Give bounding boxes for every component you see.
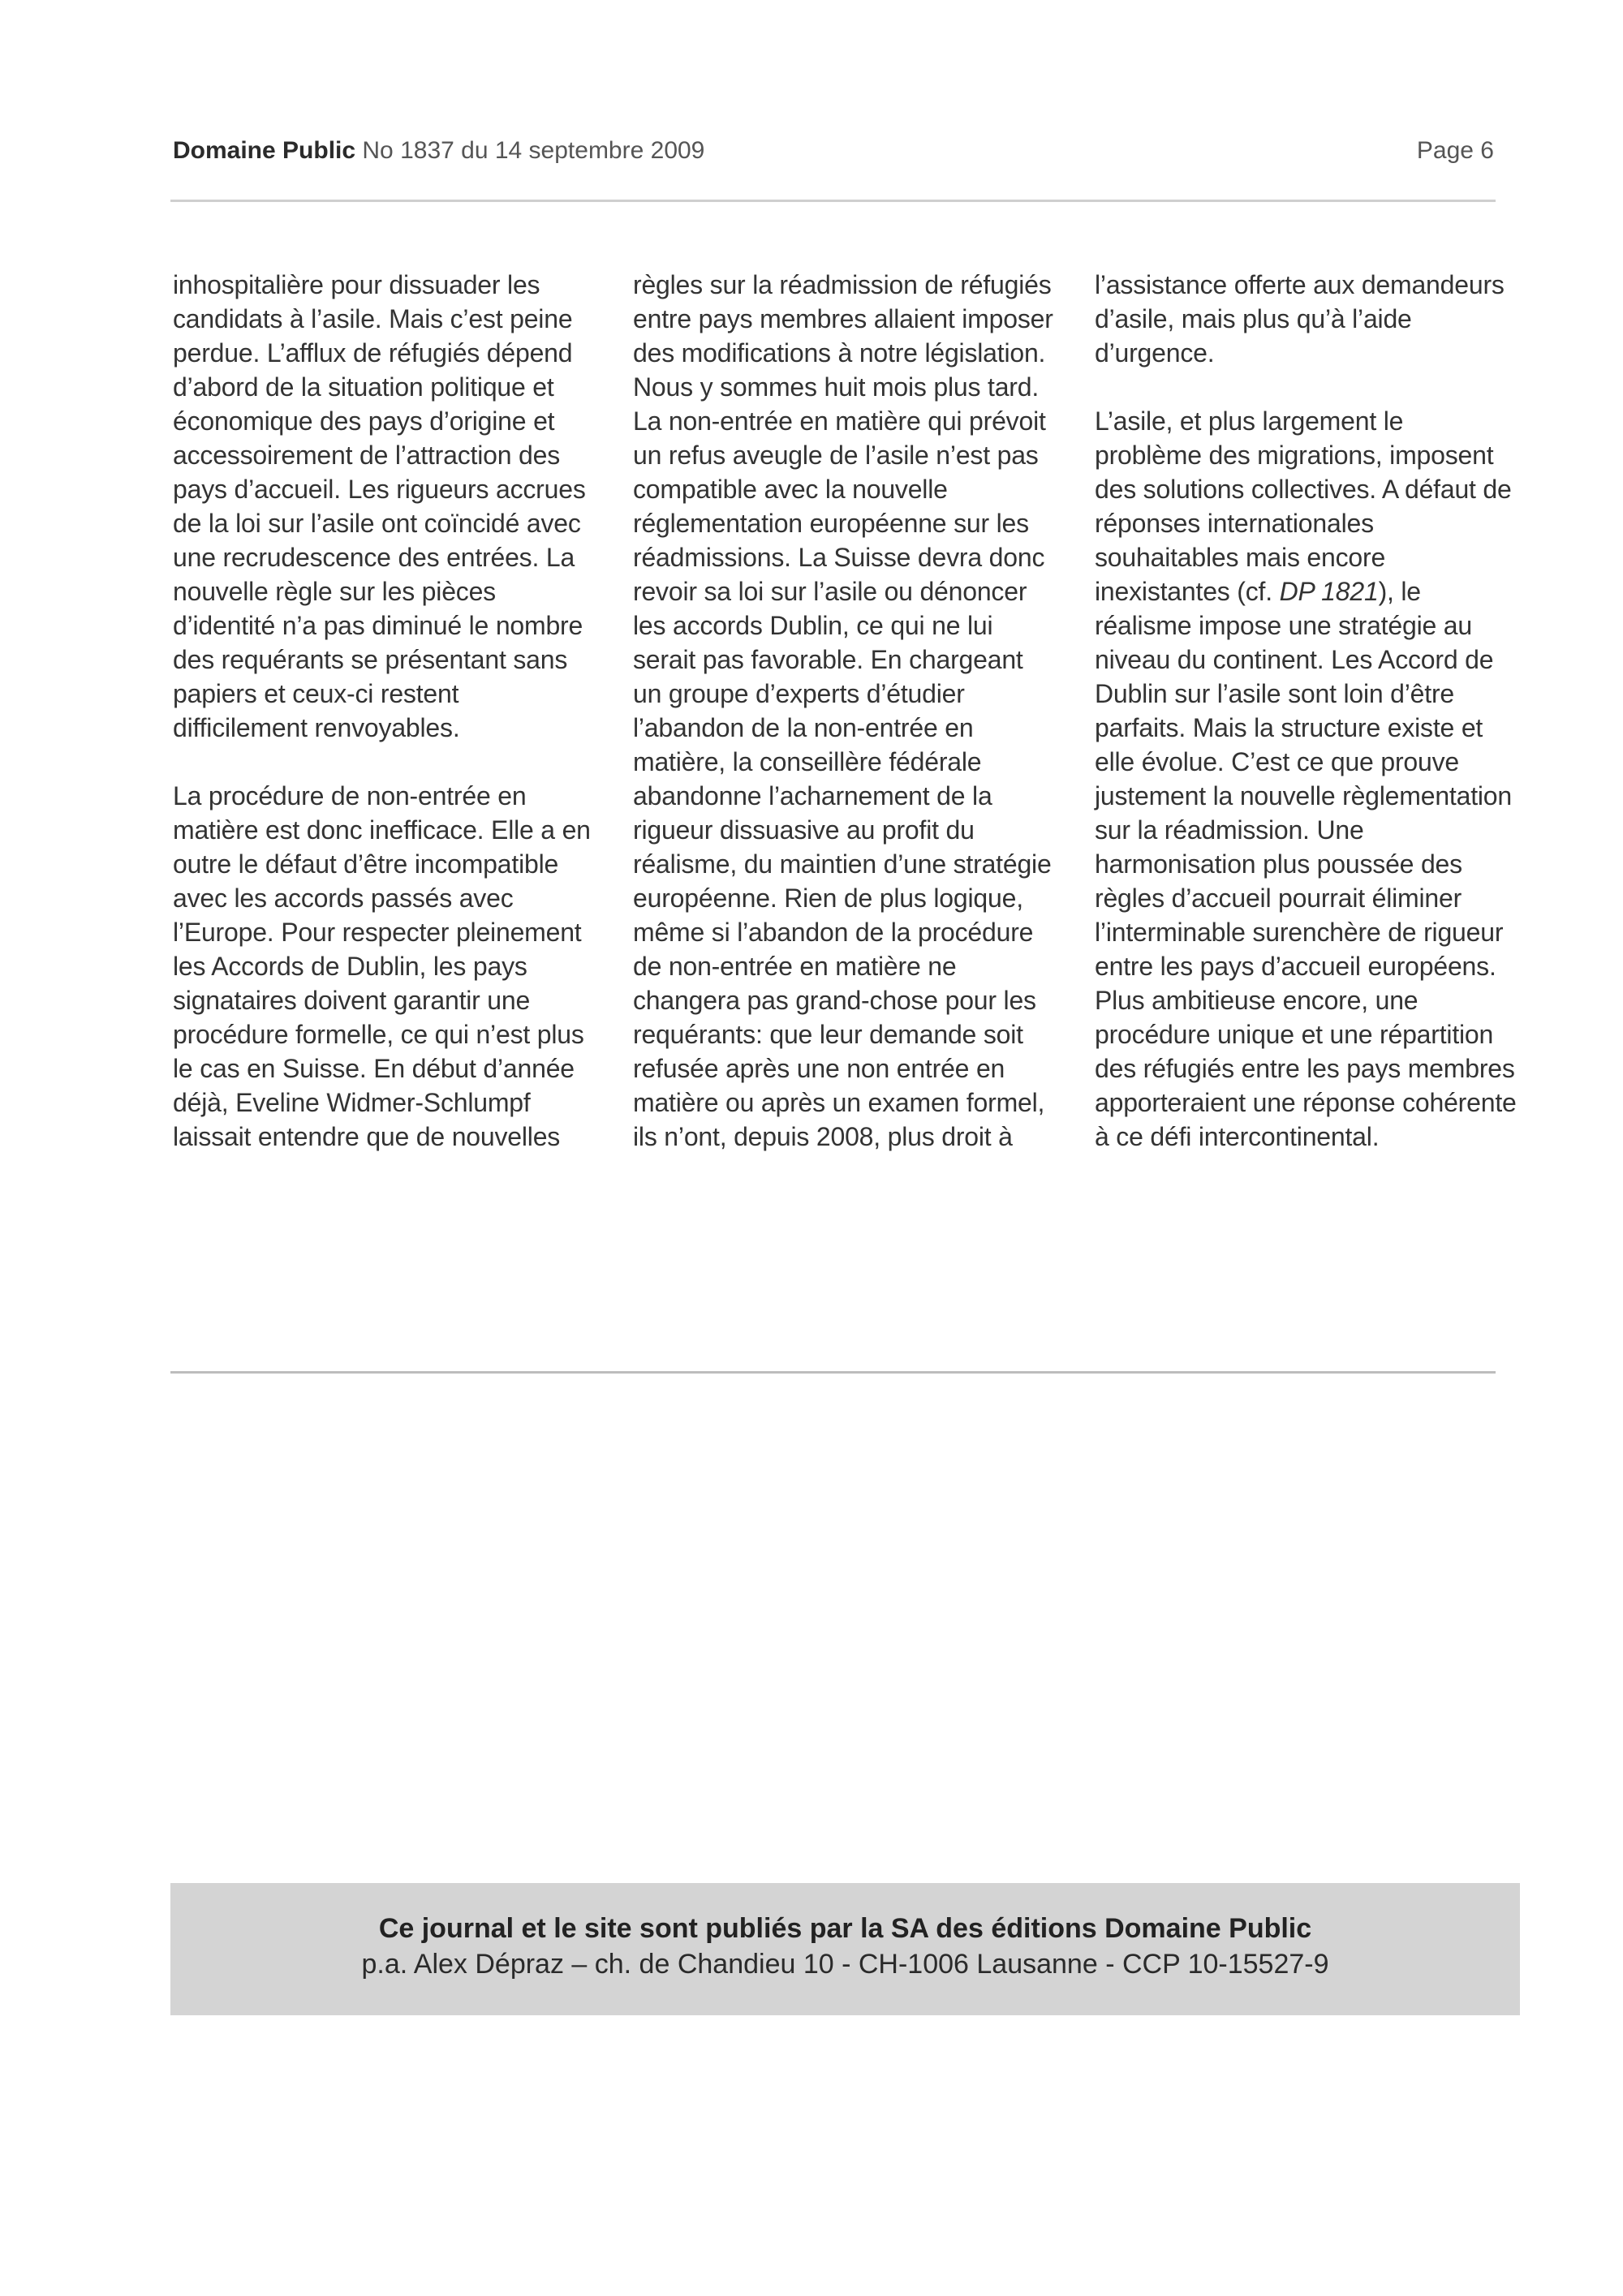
paragraph bbox=[1095, 404, 1517, 1154]
paragraph: règles sur la réadmission de réfugiés entre pays membres allaient imposer des modifications à notre législation. Nous y sommes huit mois plus tard. La non-entrée en matière qui prévoit un refus aveugle de l’asile n’est pas compatible avec la nouvelle réglementation européenne sur les réadmissions. La Suisse devra donc revoir sa loi sur l’asile ou dénoncer les accords Dublin, ce qui ne lui serait pas favorable. En chargeant un groupe d’experts d’étudier l’abandon de la non-entrée en matière, la conseillère fédérale abandonne l’acharnement de la rigueur dissuasive au profit du réalisme, du maintien d’une stratégie européenne. Rien de plus logique, même si l’abandon de la procédure de non-entrée en matière ne changera pas grand-chose pour les requérants: que leur demande soit refusée après une non entrée en matière ou après un examen formel, ils n’ont, depuis 2008, plus droit à bbox=[633, 270, 1053, 1151]
text-column-3 bbox=[1095, 268, 1517, 1154]
text-column-2 bbox=[633, 268, 1055, 1154]
issue-info: No 1837 du 14 septembre 2009 bbox=[362, 137, 705, 164]
footer-publisher-line: Ce journal et le site sont publiés par la SA des éditions Domaine Public bbox=[378, 1913, 1312, 1944]
footer-address-line: p.a. Alex Dépraz – ch. de Chandieu 10 - CH-1006 Lausanne - CCP 10-15527-9 bbox=[361, 1949, 1329, 1980]
article-end-divider bbox=[170, 1371, 1496, 1374]
paragraph-text: ), le réalisme impose une stratégie au niveau du continent. Les Accord de Dublin sur l’asile sont loin d’être parfaits. Mais la structure existe et elle évolue. C’est ce que prouve justement la nouvelle règlementation sur la réadmission. Une harmonisation plus poussée des règles d’accueil pourrait éliminer l’interminable surenchère de rigueur entre les pays d’accueil européens. Plus ambitieuse encore, une procédure unique et une répartition des réfugiés entre les pays membres apporteraient une réponse cohérente à ce défi intercontinental. bbox=[1095, 577, 1517, 1151]
page-header bbox=[173, 135, 1494, 167]
paragraph: l’assistance offerte aux demandeurs d’asile, mais plus qu’à l’aide d’urgence. bbox=[1095, 270, 1505, 368]
paragraph-text: L’asile, et plus largement le problème des migrations, imposent des solutions collectives. A défaut de réponses internationales souhaitables mais encore inexistantes (cf. bbox=[1095, 406, 1512, 606]
publisher-footer bbox=[170, 1883, 1520, 2015]
dp-reference: DP 1821 bbox=[1279, 577, 1379, 606]
publication-name: Domaine Public bbox=[173, 137, 356, 164]
page-number: Page 6 bbox=[1416, 137, 1494, 164]
paragraph: La procédure de non-entrée en matière est donc inefficace. Elle a en outre le défaut d’être incompatible avec les accords passés avec l’Europe. Pour respecter pleinement les Accords de Dublin, les pays signataires doivent garantir une procédure formelle, ce qui n’est plus le cas en Suisse. En début d’année déjà, Eveline Widmer-Schlumpf laissait entendre que de nouvelles bbox=[173, 781, 591, 1151]
header-divider bbox=[170, 200, 1496, 202]
paragraph: inhospitalière pour dissuader les candidats à l’asile. Mais c’est peine perdue. L’afflux de réfugiés dépend d’abord de la situation politique et économique des pays d’origine et accessoirement de l’attraction des pays d’accueil. Les rigueurs accrues de la loi sur l’asile ont coïncidé avec une recrudescence des entrées. La nouvelle règle sur les pièces d’identité n’a pas diminué le nombre des requérants se présentant sans papiers et ceux-ci restent difficilement renvoyables. bbox=[173, 270, 586, 742]
text-column-1 bbox=[173, 268, 595, 1154]
article-body bbox=[173, 268, 1520, 1339]
